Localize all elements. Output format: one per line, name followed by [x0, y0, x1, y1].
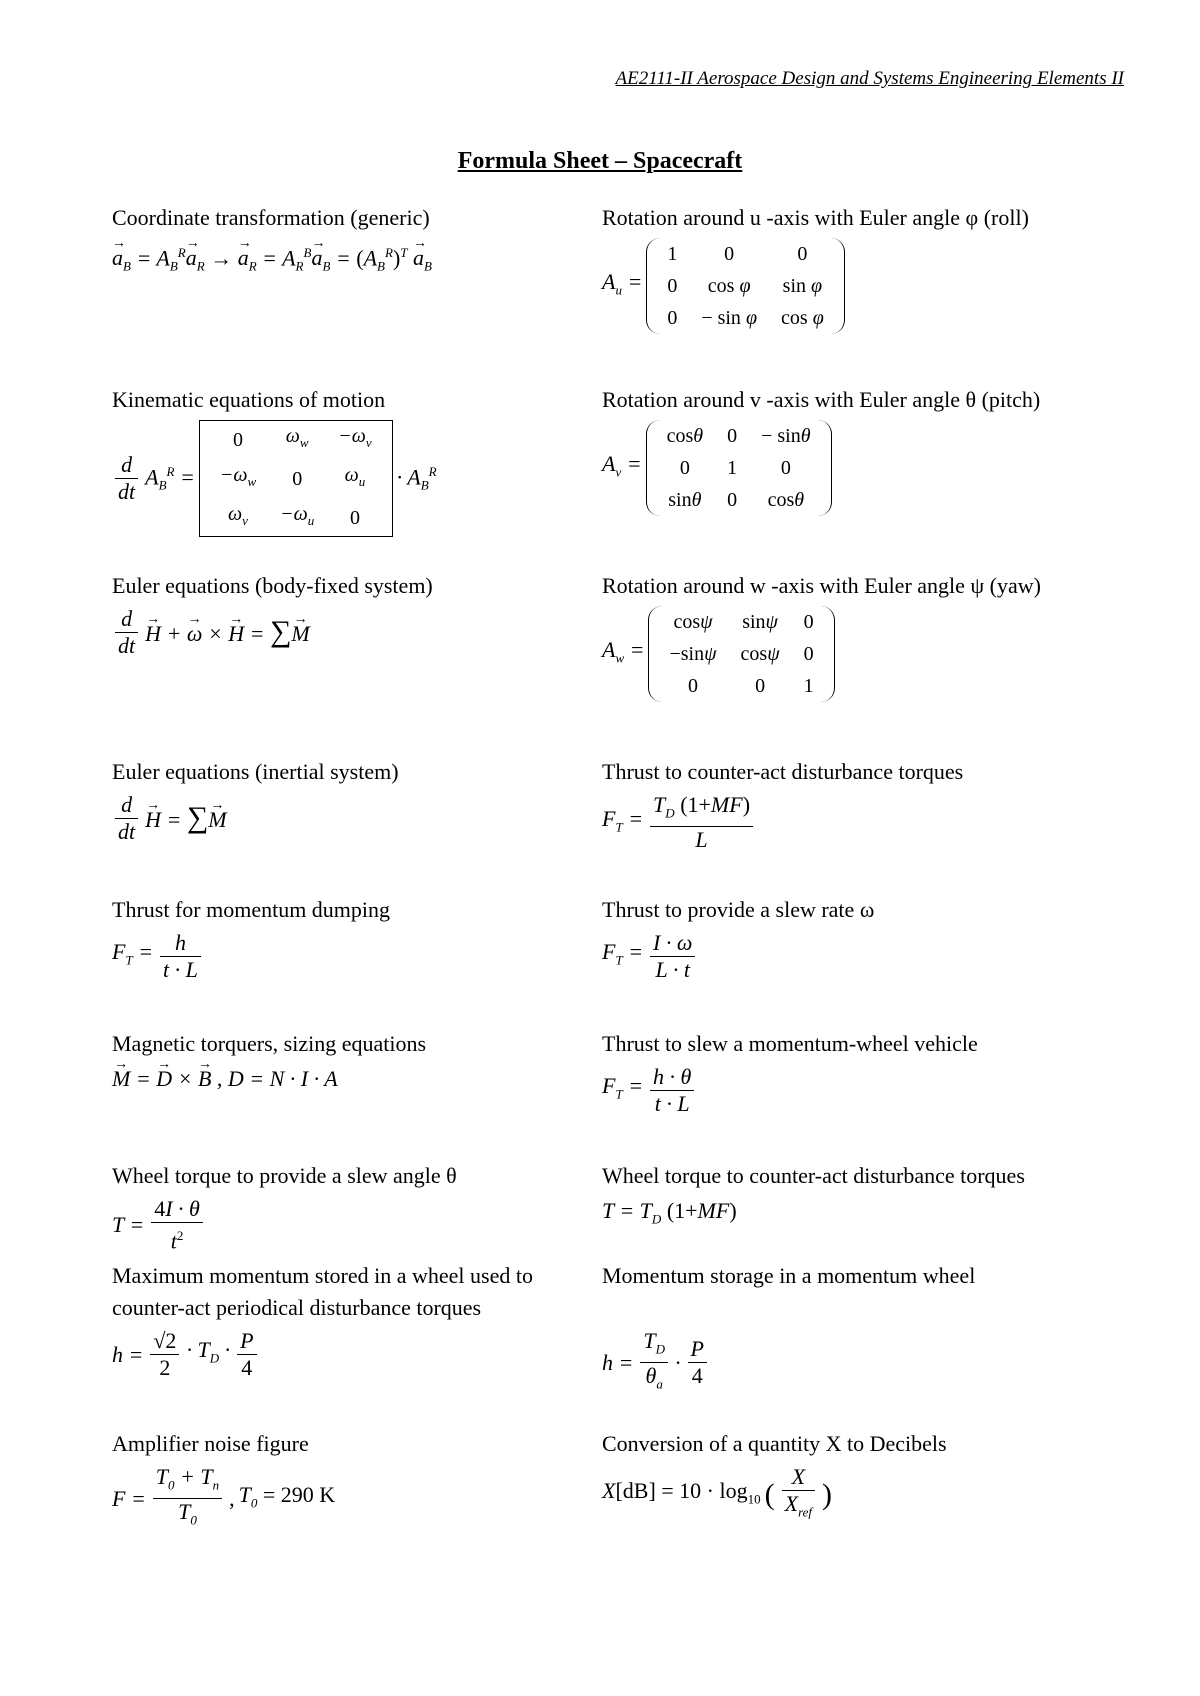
formula-equation: → $a_B = A_B^R\to a_R$ → → $a_R = A_R^B\to a_B = (A_B^R)^T \to a_B$ — [112, 238, 432, 282]
formula-thrust-momentum-wheel — [602, 1028, 978, 1117]
formula-equation: h = $\frac{T_D}{\theta_a}$ · $\frac{P}{4}$ — [602, 1328, 975, 1398]
formula-label: Euler equations (body-fixed system) — [112, 573, 433, 598]
formula-momentum-storage — [602, 1260, 975, 1398]
formula-equation: $F_T$ = $\frac{h}{t \cdot L}$ — [112, 930, 390, 983]
formula-kinematic-equations — [112, 384, 437, 537]
formula-equation: $T = T_D$ (1+MF) — [602, 1198, 737, 1227]
formula-label: Wheel torque to counter-act disturbance torques — [602, 1163, 1025, 1188]
formula-max-momentum-wheel — [112, 1260, 602, 1381]
formula-magnetic-torquers — [112, 1028, 426, 1094]
formula-label: Euler equations (inertial system) — [112, 759, 399, 784]
formula-label: Amplifier noise figure — [112, 1431, 309, 1456]
formula-equation: $A_v$ = cosθ 0 − sinθ 0 1 0 sinθ 0 cosθ — [602, 420, 1040, 516]
formula-label: Rotation around w -axis with Euler angle ψ (yaw) — [602, 573, 1041, 598]
formula-euler-inertial — [112, 756, 399, 845]
formula-label: Coordinate transformation (generic) — [112, 205, 430, 230]
formula-equation: $F_T$ = $\frac{h \cdot \theta}{t \cdot L}$ — [602, 1064, 978, 1117]
formula-equation: F = $\frac{T_0 + T_n}{T_0}$ , $T_0 = 290$ K — [112, 1464, 336, 1528]
formula-equation: h = $\frac{√2}{2}$ · $T_D$ · $\frac{P}{4}$ — [112, 1328, 602, 1381]
formula-amplifier-noise — [112, 1428, 335, 1534]
formula-thrust-momentum-dumping — [112, 894, 390, 983]
formula-wheel-torque-disturbance — [602, 1160, 1025, 1234]
formula-label: Kinematic equations of motion — [112, 387, 386, 412]
formula-label: Momentum storage in a momentum wheel — [602, 1263, 976, 1288]
formula-equation: $\frac{d}{dt}$ → H = ∑→ M — [112, 792, 399, 845]
formula-thrust-disturbance — [602, 756, 963, 853]
formula-equation: $\frac{d}{dt}$ $A_B^R$ = 0 $\omega_w$ $-\omega_v$ $-\omega_w$ 0 $\omega_u$ $\omega_v$ $-\omega_u$ 0 · $A_B^R$ — [112, 420, 437, 537]
formula-label: Thrust to slew a momentum-wheel vehicle — [602, 1031, 978, 1056]
formula-label: Rotation around u -axis with Euler angle φ (roll) — [602, 205, 1029, 230]
formula-equation: → M = → D × → B , D = N · I · A — [112, 1064, 426, 1094]
formula-equation: $A_w$ = cosψ sinψ 0 −sinψ cosψ 0 0 0 1 — [602, 606, 1041, 702]
formula-label: Maximum momentum stored in a wheel used to counter-act periodical disturbance torques — [112, 1263, 533, 1320]
formula-equation: $A_u$ = 1 0 0 0 cos φ sin φ 0 − sin φ cos φ — [602, 238, 1029, 334]
formula-rotation-u-axis — [602, 202, 1029, 334]
formula-coordinate-transformation — [112, 202, 432, 282]
formula-equation: $X[dB] = 10 \cdot \log_{10}$ ( $\frac{X}{X_{ref}}$ ) — [602, 1464, 833, 1520]
formula-label: Thrust to counter-act disturbance torques — [602, 759, 964, 784]
formula-label: Magnetic torquers, sizing equations — [112, 1031, 427, 1056]
page-title: Formula Sheet – Spacecraft — [457, 148, 743, 174]
formula-label: Thrust to provide a slew rate ω — [602, 897, 875, 922]
running-header: AE2111-II Aerospace Design and Systems Engineering Elements II — [615, 68, 1124, 89]
formula-rotation-w-axis — [602, 570, 1041, 702]
formula-equation: $\frac{d}{dt}$ → H + → ω × → H = ∑→ M — [112, 606, 433, 659]
formula-equation: T = $\frac{4I \cdot \theta}{t^2}$ — [112, 1196, 457, 1254]
formula-rotation-v-axis — [602, 384, 1040, 516]
formula-wheel-torque-slew-angle — [112, 1160, 457, 1254]
formula-thrust-slew-rate — [602, 894, 874, 983]
formula-decibel-conversion — [602, 1428, 947, 1525]
formula-label: Wheel torque to provide a slew angle θ — [112, 1163, 457, 1188]
formula-label: Rotation around v -axis with Euler angle θ (pitch) — [602, 387, 1041, 412]
formula-label: Conversion of a quantity X to Decibels — [602, 1431, 947, 1456]
formula-label: Thrust for momentum dumping — [112, 897, 391, 922]
formula-equation: $F_T$ = $\frac{I \cdot \omega}{L \cdot t}$ — [602, 930, 874, 983]
formula-euler-body-fixed — [112, 570, 433, 659]
formula-equation: $F_T$ = $\frac{T_D (1+MF)}{L}$ — [602, 792, 963, 853]
